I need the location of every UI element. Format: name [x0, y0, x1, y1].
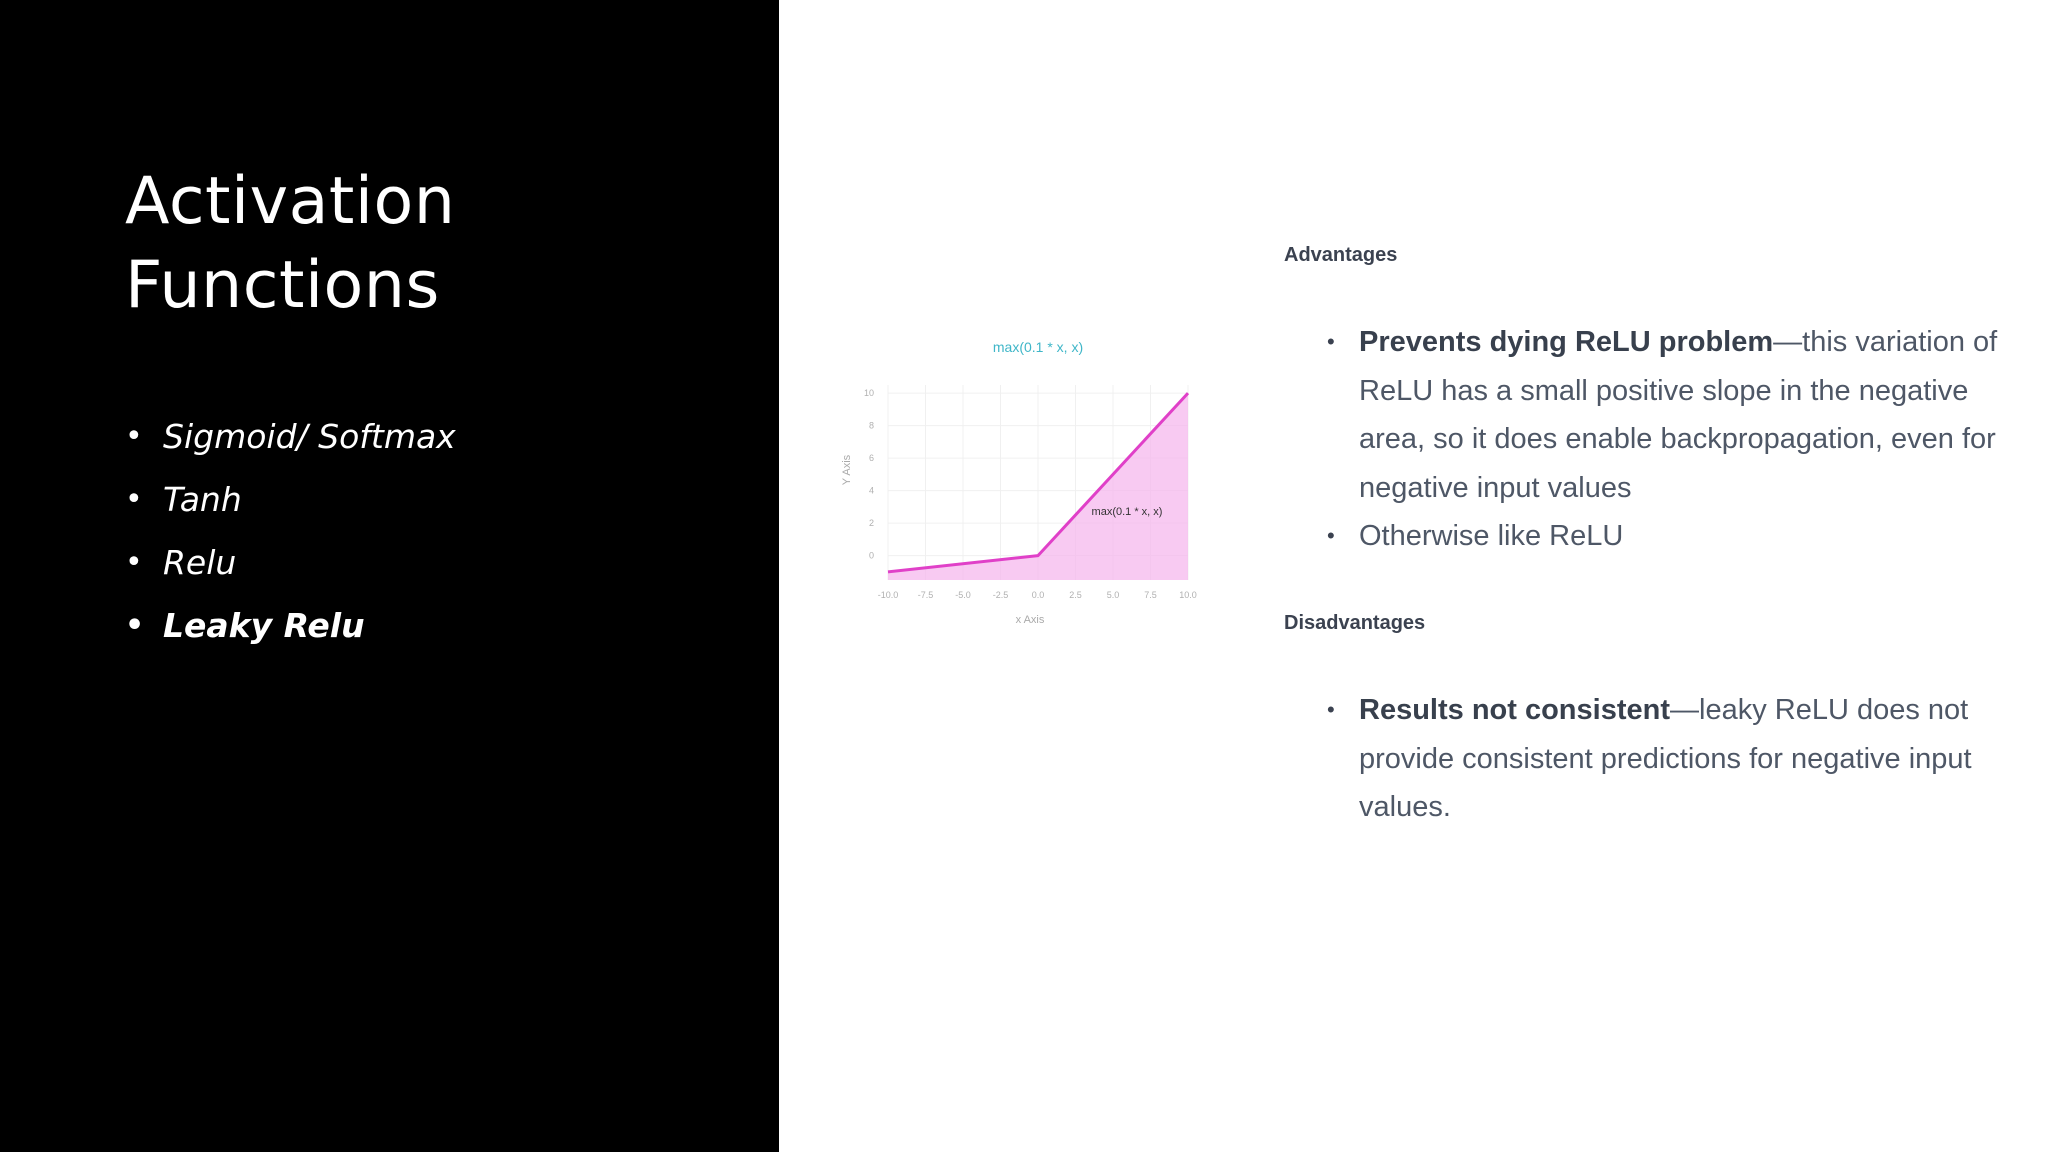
bullet-icon: • [1327, 523, 1335, 548]
list-item [1284, 686, 2024, 832]
point-text: —this variation of ReLU has a small positive slope in the negative area, so it does enable backpropagation, even for negative input values [1359, 326, 1998, 504]
disadvantages-list [1284, 686, 2024, 832]
chart-title: max(0.1 * x, x) [992, 339, 1084, 355]
topic-item-relu [125, 536, 456, 599]
bullet-icon: • [125, 545, 143, 580]
chart-y-tick-label: 2 [868, 518, 874, 529]
chart-y-tick-label: 6 [868, 453, 874, 464]
point-emphasis: Results not consistent [1359, 694, 1670, 726]
point-emphasis: Prevents dying ReLU problem [1359, 326, 1774, 358]
chart-x-tick-label: -2.5 [992, 590, 1009, 600]
chart-x-ticks [878, 590, 1197, 600]
slide-title [125, 160, 455, 328]
bullet-icon: • [1327, 329, 1335, 354]
bullet-icon: • [125, 608, 145, 643]
chart-x-tick-label: 2.5 [1069, 590, 1082, 600]
topic-item-tanh [125, 473, 456, 536]
chart-x-tick-label: 10.0 [1179, 590, 1197, 600]
leaky-relu-chart [830, 330, 1220, 640]
chart-x-tick-label: 5.0 [1106, 590, 1120, 600]
point-text: Otherwise like ReLU [1359, 520, 1624, 552]
chart-y-axis-label: Y Axis [841, 454, 853, 486]
list-item [1284, 318, 2024, 512]
chart-y-tick-label: 10 [863, 388, 874, 399]
topic-label: Relu [163, 543, 237, 582]
list-item [1284, 512, 2024, 561]
chart-x-tick-label: -5.0 [955, 590, 971, 600]
chart-x-tick-label: 0.0 [1031, 590, 1045, 600]
chart-series-label: max(0.1 * x, x) [1091, 506, 1163, 518]
advantages-heading: Advantages [1284, 244, 1398, 266]
topic-item-sigmoid-softmax [125, 410, 456, 473]
topic-item-leaky-relu [125, 599, 456, 662]
left-panel [0, 0, 779, 1152]
topic-list [125, 410, 456, 662]
chart-y-tick-label: 8 [868, 420, 874, 431]
disadvantages-heading: Disadvantages [1284, 612, 1426, 634]
chart-x-tick-label: -10.0 [877, 590, 899, 600]
bullet-icon: • [125, 482, 143, 517]
topic-label: Tanh [163, 480, 242, 519]
advantages-list [1284, 318, 2024, 561]
chart-x-axis-label: x Axis [1015, 614, 1045, 626]
chart-y-ticks [864, 388, 874, 561]
bullet-icon: • [125, 419, 143, 454]
slide-title-line: Activation [125, 164, 456, 239]
chart-x-tick-label: 7.5 [1144, 590, 1157, 600]
topic-label: Leaky Relu [163, 606, 365, 645]
chart-x-tick-label: -7.5 [917, 590, 934, 600]
bullet-icon: • [1327, 697, 1335, 722]
chart-y-tick-label: 4 [868, 485, 874, 496]
topic-label: Sigmoid/ Softmax [163, 417, 456, 456]
point-text: —leaky ReLU does not provide consistent predictions for negative input values. [1359, 694, 1972, 823]
chart-y-tick-label: 0 [868, 550, 874, 561]
slide-title-line: Functions [125, 248, 440, 323]
